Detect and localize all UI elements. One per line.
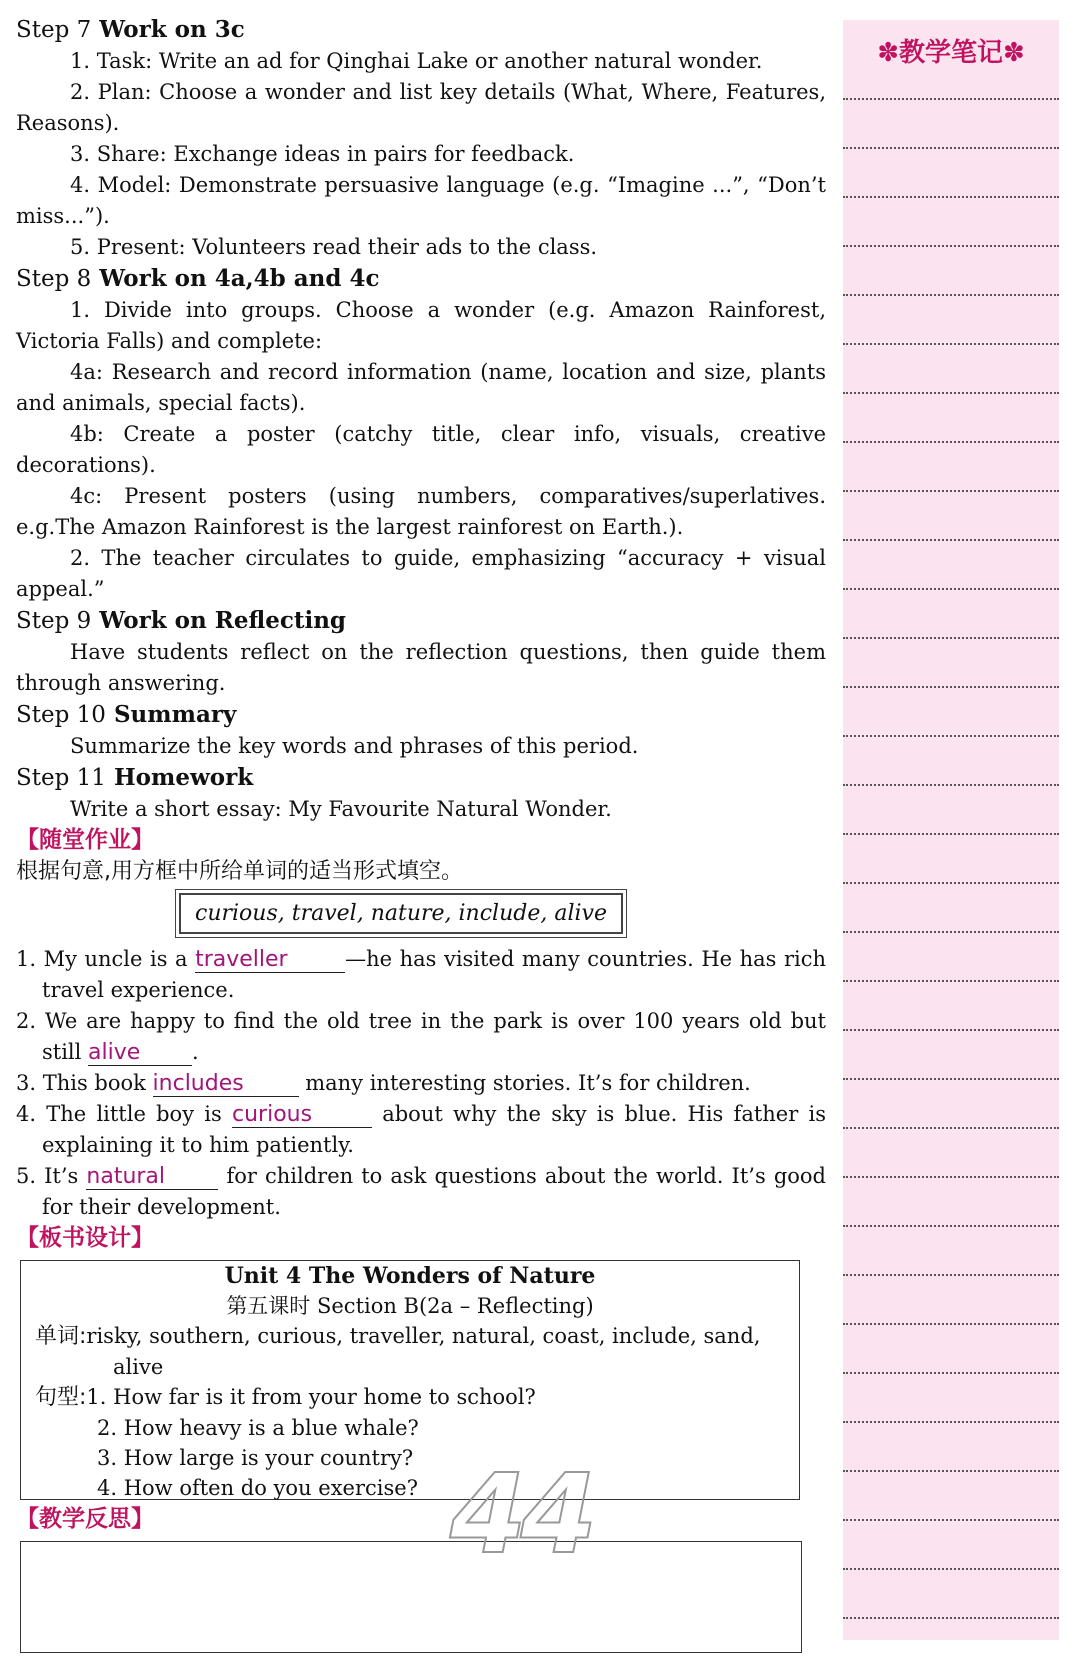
notes-rule-line xyxy=(843,441,1059,443)
board-heading: 【板书设计】 xyxy=(16,1225,154,1251)
step-7-item-5: 5. Present: Volunteers read their ads to the class. xyxy=(70,235,598,259)
exercise-item-3: 3. This book includes many interesting stories. It’s for children. xyxy=(16,1071,751,1096)
notes-rule-line xyxy=(843,1274,1059,1276)
step-10-text: Summarize the key words and phrases of this period. xyxy=(70,734,639,758)
notes-rule-line xyxy=(843,1176,1059,1178)
notes-rule-line xyxy=(843,1617,1059,1619)
notes-rule-line xyxy=(843,980,1059,982)
notes-rule-line xyxy=(843,882,1059,884)
notes-rule-line xyxy=(843,1078,1059,1080)
step-8-item-2: 2. The teacher circulates to guide, emphasizing “accuracy + visual appeal.” xyxy=(16,546,826,601)
answer-blank[interactable]: curious xyxy=(232,1103,372,1128)
board-design-box xyxy=(20,1260,800,1500)
notes-rule-line xyxy=(843,1519,1059,1521)
step-8-item-1: 1. Divide into groups. Choose a wonder (e.g. Amazon Rainforest, Victoria Falls) and complete: xyxy=(16,298,826,353)
page-number: 44 xyxy=(450,1450,592,1578)
answer-blank[interactable]: traveller xyxy=(195,948,345,973)
board-words: 单词:risky, southern, curious, traveller, natural, coast, include, sand, alive xyxy=(35,1324,761,1379)
step-9-text: Have students reflect on the reflection questions, then guide them through answering. xyxy=(16,640,826,695)
notes-rule-line xyxy=(843,539,1059,541)
notes-rule-line xyxy=(843,1323,1059,1325)
exercise-heading: 【随堂作业】 xyxy=(16,827,154,853)
step-8-item-4b: 4b: Create a poster (catchy title, clear info, visuals, creative decorations). xyxy=(16,422,826,477)
step-8-heading: Step 8 Work on 4a,4b and 4c xyxy=(16,265,380,292)
step-7-item-3: 3. Share: Exchange ideas in pairs for feedback. xyxy=(70,142,575,166)
notes-rule-line xyxy=(843,686,1059,688)
notes-rule-line xyxy=(843,490,1059,492)
notes-rule-line xyxy=(843,1225,1059,1227)
board-patterns: 句型:1. How far is it from your home to school? 2. How heavy is a blue whale? 3. How large is your country? 4. How often do you exercise? xyxy=(35,1385,536,1500)
step-10-heading: Step 10 Summary xyxy=(16,701,237,728)
notes-rule-line xyxy=(843,1127,1059,1129)
notes-rule-line xyxy=(843,392,1059,394)
notes-rule-line xyxy=(843,147,1059,149)
notes-rule-line xyxy=(843,833,1059,835)
notes-rule-line xyxy=(843,245,1059,247)
notes-rule-line xyxy=(843,1421,1059,1423)
notes-rule-line xyxy=(843,98,1059,100)
notes-rule-line xyxy=(843,1470,1059,1472)
notes-rule-line xyxy=(843,1372,1059,1374)
exercise-item-2: 2. We are happy to find the old tree in the park is over 100 years old but still alive . xyxy=(16,1009,826,1065)
exercise-item-5: 5. It’s natural for children to ask questions about the world. It’s good for their development. xyxy=(16,1164,826,1219)
notes-rule-line xyxy=(843,588,1059,590)
word-box: curious, travel, nature, include, alive xyxy=(179,893,623,934)
word-box-wrap xyxy=(16,893,826,934)
step-9-heading: Step 9 Work on Reflecting xyxy=(16,607,346,634)
notes-rule-line xyxy=(843,1029,1059,1031)
answer-blank[interactable]: alive xyxy=(88,1041,192,1066)
notes-title: ✽教学笔记✽ xyxy=(877,38,1025,68)
step-7-heading: Step 7 Work on 3c xyxy=(16,16,245,43)
step-7-item-2: 2. Plan: Choose a wonder and list key details (What, Where, Features, Reasons). xyxy=(16,80,826,135)
notes-rule-line xyxy=(843,1568,1059,1570)
reflection-box[interactable] xyxy=(20,1541,802,1653)
notes-column xyxy=(843,20,1059,1640)
notes-rule-line xyxy=(843,931,1059,933)
notes-rule-line xyxy=(843,637,1059,639)
step-8-item-4c: 4c: Present posters (using numbers, comparatives/superlatives. e.g.The Amazon Rainforest is the largest rainforest on Earth.). xyxy=(16,484,826,539)
step-11-text: Write a short essay: My Favourite Natural Wonder. xyxy=(70,797,612,821)
board-subtitle: 第五课时 Section B(2a – Reflecting) xyxy=(226,1294,594,1318)
step-7-item-4: 4. Model: Demonstrate persuasive language (e.g. “Imagine ...”, “Don’t miss...”). xyxy=(16,173,826,228)
exercise-item-4: 4. The little boy is curious about why the sky is blue. His father is explaining it to him patiently. xyxy=(16,1102,826,1157)
step-8-item-4a: 4a: Research and record information (name, location and size, plants and animals, special facts). xyxy=(16,360,826,415)
notes-rule-line xyxy=(843,784,1059,786)
reflection-heading: 【教学反思】 xyxy=(16,1506,154,1532)
step-11-heading: Step 11 Homework xyxy=(16,764,254,791)
notes-rule-line xyxy=(843,196,1059,198)
answer-blank[interactable]: includes xyxy=(153,1072,299,1097)
exercise-instruction: 根据句意,用方框中所给单词的适当形式填空。 xyxy=(16,859,463,884)
main-content xyxy=(16,14,826,1653)
step-7-item-1: 1. Task: Write an ad for Qinghai Lake or another natural wonder. xyxy=(70,49,763,73)
board-title: Unit 4 The Wonders of Nature xyxy=(224,1263,596,1289)
answer-blank[interactable]: natural xyxy=(86,1165,218,1190)
notes-rule-line xyxy=(843,294,1059,296)
notes-rule-line xyxy=(843,735,1059,737)
exercise-item-1: 1. My uncle is a traveller —he has visited many countries. He has rich travel experience. xyxy=(16,947,827,1002)
notes-rule-line xyxy=(843,343,1059,345)
